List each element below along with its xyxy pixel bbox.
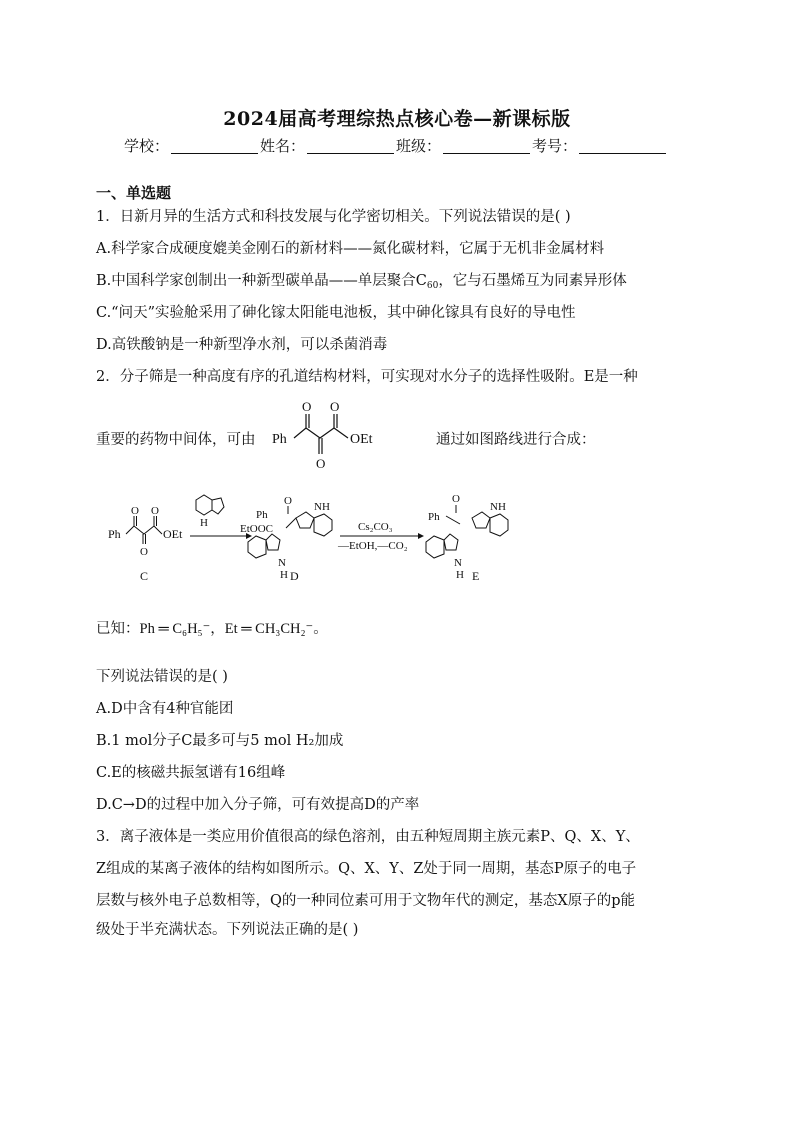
section-heading: 一、单选题 <box>96 184 172 202</box>
e-ph: Ph <box>428 511 440 523</box>
q2-option-b: B.1 mol分子C最多可与5 mol H₂加成 <box>96 733 344 749</box>
e-n: N <box>454 557 462 569</box>
q1-option-d: D.高铁酸钠是一种新型净水剂，可以杀菌消毒 <box>96 337 388 353</box>
exam-number-field[interactable] <box>579 137 666 154</box>
c-ph: Ph <box>108 527 121 541</box>
inline-oet-label: OEt <box>350 432 373 447</box>
label-e: E <box>472 569 480 583</box>
c-o1: O <box>131 505 139 517</box>
d-h: H <box>280 569 288 581</box>
synthesis-scheme <box>100 488 540 588</box>
d-nh-bottom: N <box>278 557 286 569</box>
exam-number-label: 考号： <box>532 137 578 155</box>
e-h: H <box>456 569 464 581</box>
q1-option-b-text: B.中国科学家创制出一种新型碳单晶——单层聚合C <box>96 273 427 289</box>
c-o3: O <box>140 546 148 558</box>
compound-c <box>108 505 183 583</box>
name-field[interactable] <box>307 137 394 154</box>
q2-ask: 下列说法错误的是( ) <box>96 669 228 685</box>
class-field[interactable] <box>443 137 530 154</box>
e-nh: NH <box>490 501 506 513</box>
c-o2: O <box>151 505 159 517</box>
q1-stem: 1．日新月异的生活方式和科技发展与化学密切相关。下列说法错误的是( ) <box>96 209 571 225</box>
inline-o-top-1: O <box>302 399 312 414</box>
school-field[interactable] <box>171 137 258 154</box>
d-ph: Ph <box>256 509 268 521</box>
indole-reagent <box>196 495 224 529</box>
q2-option-d: D.C→D的过程中加入分子筛，可有效提高D的产率 <box>96 797 420 813</box>
name-label: 姓名： <box>260 137 306 155</box>
q3-line3: 层数与核外电子总数相等，Q的一种同位素可用于文物年代的测定，基态X原子的p能 <box>96 893 635 909</box>
inline-o-bottom: O <box>316 456 326 471</box>
label-d: D <box>290 569 299 583</box>
class-label: 班级： <box>396 137 442 155</box>
inline-o-top-2: O <box>330 399 340 414</box>
q2-stem-line2-post: 通过如图路线进行合成： <box>436 432 596 448</box>
student-info-row <box>124 135 668 156</box>
compound-d <box>240 495 332 583</box>
q3-line1: 3．离子液体是一类应用价值很高的绿色溶剂，由五种短周期主族元素P、Q、X、Y、 <box>96 829 640 845</box>
q2-known: 已知：Ph ═ C₆H₅⁻，Et ═ CH₃CH₂⁻。 <box>96 621 328 637</box>
reagent-top: Cs₂CO₃ <box>358 521 393 533</box>
compound-e <box>426 493 508 583</box>
q1-option-c: C.“问天”实验舱采用了砷化镓太阳能电池板，其中砷化镓具有良好的导电性 <box>96 305 576 321</box>
indole-h: H <box>200 517 208 529</box>
q1-option-b-subscript: 60 <box>426 281 439 291</box>
c-oet: OEt <box>163 527 183 541</box>
inline-ph-label: Ph <box>272 432 287 447</box>
q2-stem-line2-pre: 重要的药物中间体，可由 <box>96 432 256 448</box>
reagent-bottom: —EtOH,—CO₂ <box>338 540 408 552</box>
school-label: 学校： <box>124 137 170 155</box>
d-nh: NH <box>314 501 330 513</box>
q2-option-a: A.D中含有4种官能团 <box>96 701 234 717</box>
q2-option-c: C.E的核磁共振氢谱有16组峰 <box>96 765 286 781</box>
d-etooc: EtOOC <box>240 523 273 535</box>
exam-title: 2024届高考理综热点核心卷—新课标版 <box>223 108 571 130</box>
e-o: O <box>452 493 460 505</box>
q2-stem-line1: 2．分子筛是一种高度有序的孔道结构材料，可实现对水分子的选择性吸附。E是一种 <box>96 369 638 385</box>
q3-line2: Z组成的某离子液体的结构如图所示。Q、X、Y、Z处于同一周期，基态P原子的电子 <box>96 861 637 877</box>
q3-line4: 级处于半充满状态。下列说法正确的是( ) <box>96 922 359 938</box>
q1-option-a: A.科学家合成硬度媲美金刚石的新材料——氮化碳材料，它属于无机非金属材料 <box>96 241 605 257</box>
d-o: O <box>284 495 292 507</box>
label-c: C <box>140 569 149 583</box>
inline-reactant-structure <box>268 398 438 472</box>
q1-option-b-tail: ，它与石墨烯互为同素异形体 <box>438 273 627 289</box>
q1-option-b <box>96 269 627 291</box>
